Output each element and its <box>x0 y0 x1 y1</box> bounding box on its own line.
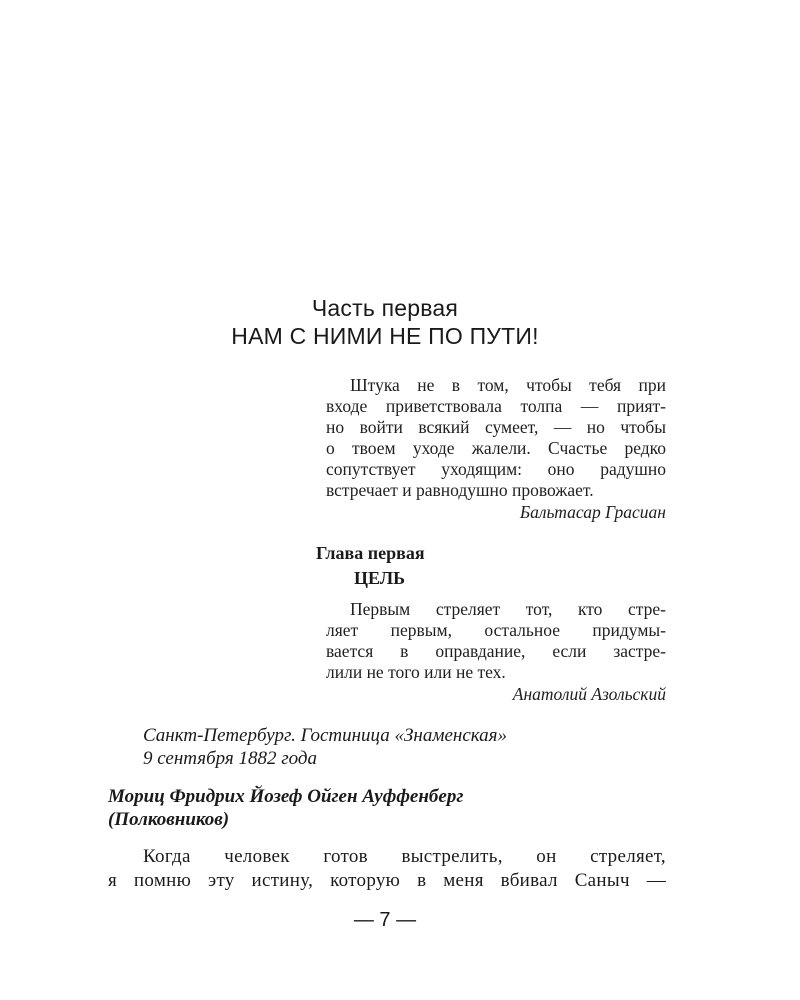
epigraph-line: вается в оправдание, если застре- <box>326 641 666 661</box>
place-and-date <box>143 724 507 770</box>
epigraph-line: о твоем уходе жалели. Счастье редко <box>326 438 666 458</box>
epigraph-line: Первым стреляет тот, кто стре- <box>350 599 666 619</box>
page-number: — 7 — <box>353 909 417 931</box>
body-line: я помню эту истину, которую в меня вбивал Саныч — <box>108 870 666 891</box>
epigraph-line: ляет первым, остальное придумы- <box>326 620 666 640</box>
body-line: Когда человек готов выстрелить, он стреляет, <box>143 846 666 867</box>
character-heading <box>108 785 463 831</box>
epigraph-line: встречает и равнодушно провожает. <box>326 480 594 500</box>
epigraph-author: Анатолий Азольский <box>512 684 666 704</box>
epigraph-azolsky <box>326 599 666 705</box>
body-paragraph <box>108 845 666 893</box>
epigraph-line: лили не того или не тех. <box>326 662 506 682</box>
part-label: Часть первая <box>311 295 459 321</box>
character-alias: (Полковников) <box>108 809 230 830</box>
character-name: Мориц Фридрих Йозеф Ойген Ауффенберг <box>108 786 464 807</box>
chapter-label: Глава первая <box>316 543 425 563</box>
part-title: НАМ С НИМИ НЕ ПО ПУТИ! <box>231 323 539 349</box>
date-line: 9 сентября 1882 года <box>143 748 317 769</box>
epigraph-line: сопутствует уходящим: оно радушно <box>326 459 666 479</box>
epigraph-author: Бальтасар Грасиан <box>519 502 666 522</box>
epigraph-gracian <box>326 375 666 523</box>
chapter-title: ЦЕЛЬ <box>354 568 406 588</box>
place-line: Санкт-Петербург. Гостиница «Знаменская» <box>143 725 508 746</box>
epigraph-line: Штука не в том, чтобы тебя при <box>350 375 666 395</box>
epigraph-line: но войти всякий сумеет, — но чтобы <box>326 417 666 437</box>
epigraph-line: входе приветствовала толпа — прият- <box>326 396 666 416</box>
